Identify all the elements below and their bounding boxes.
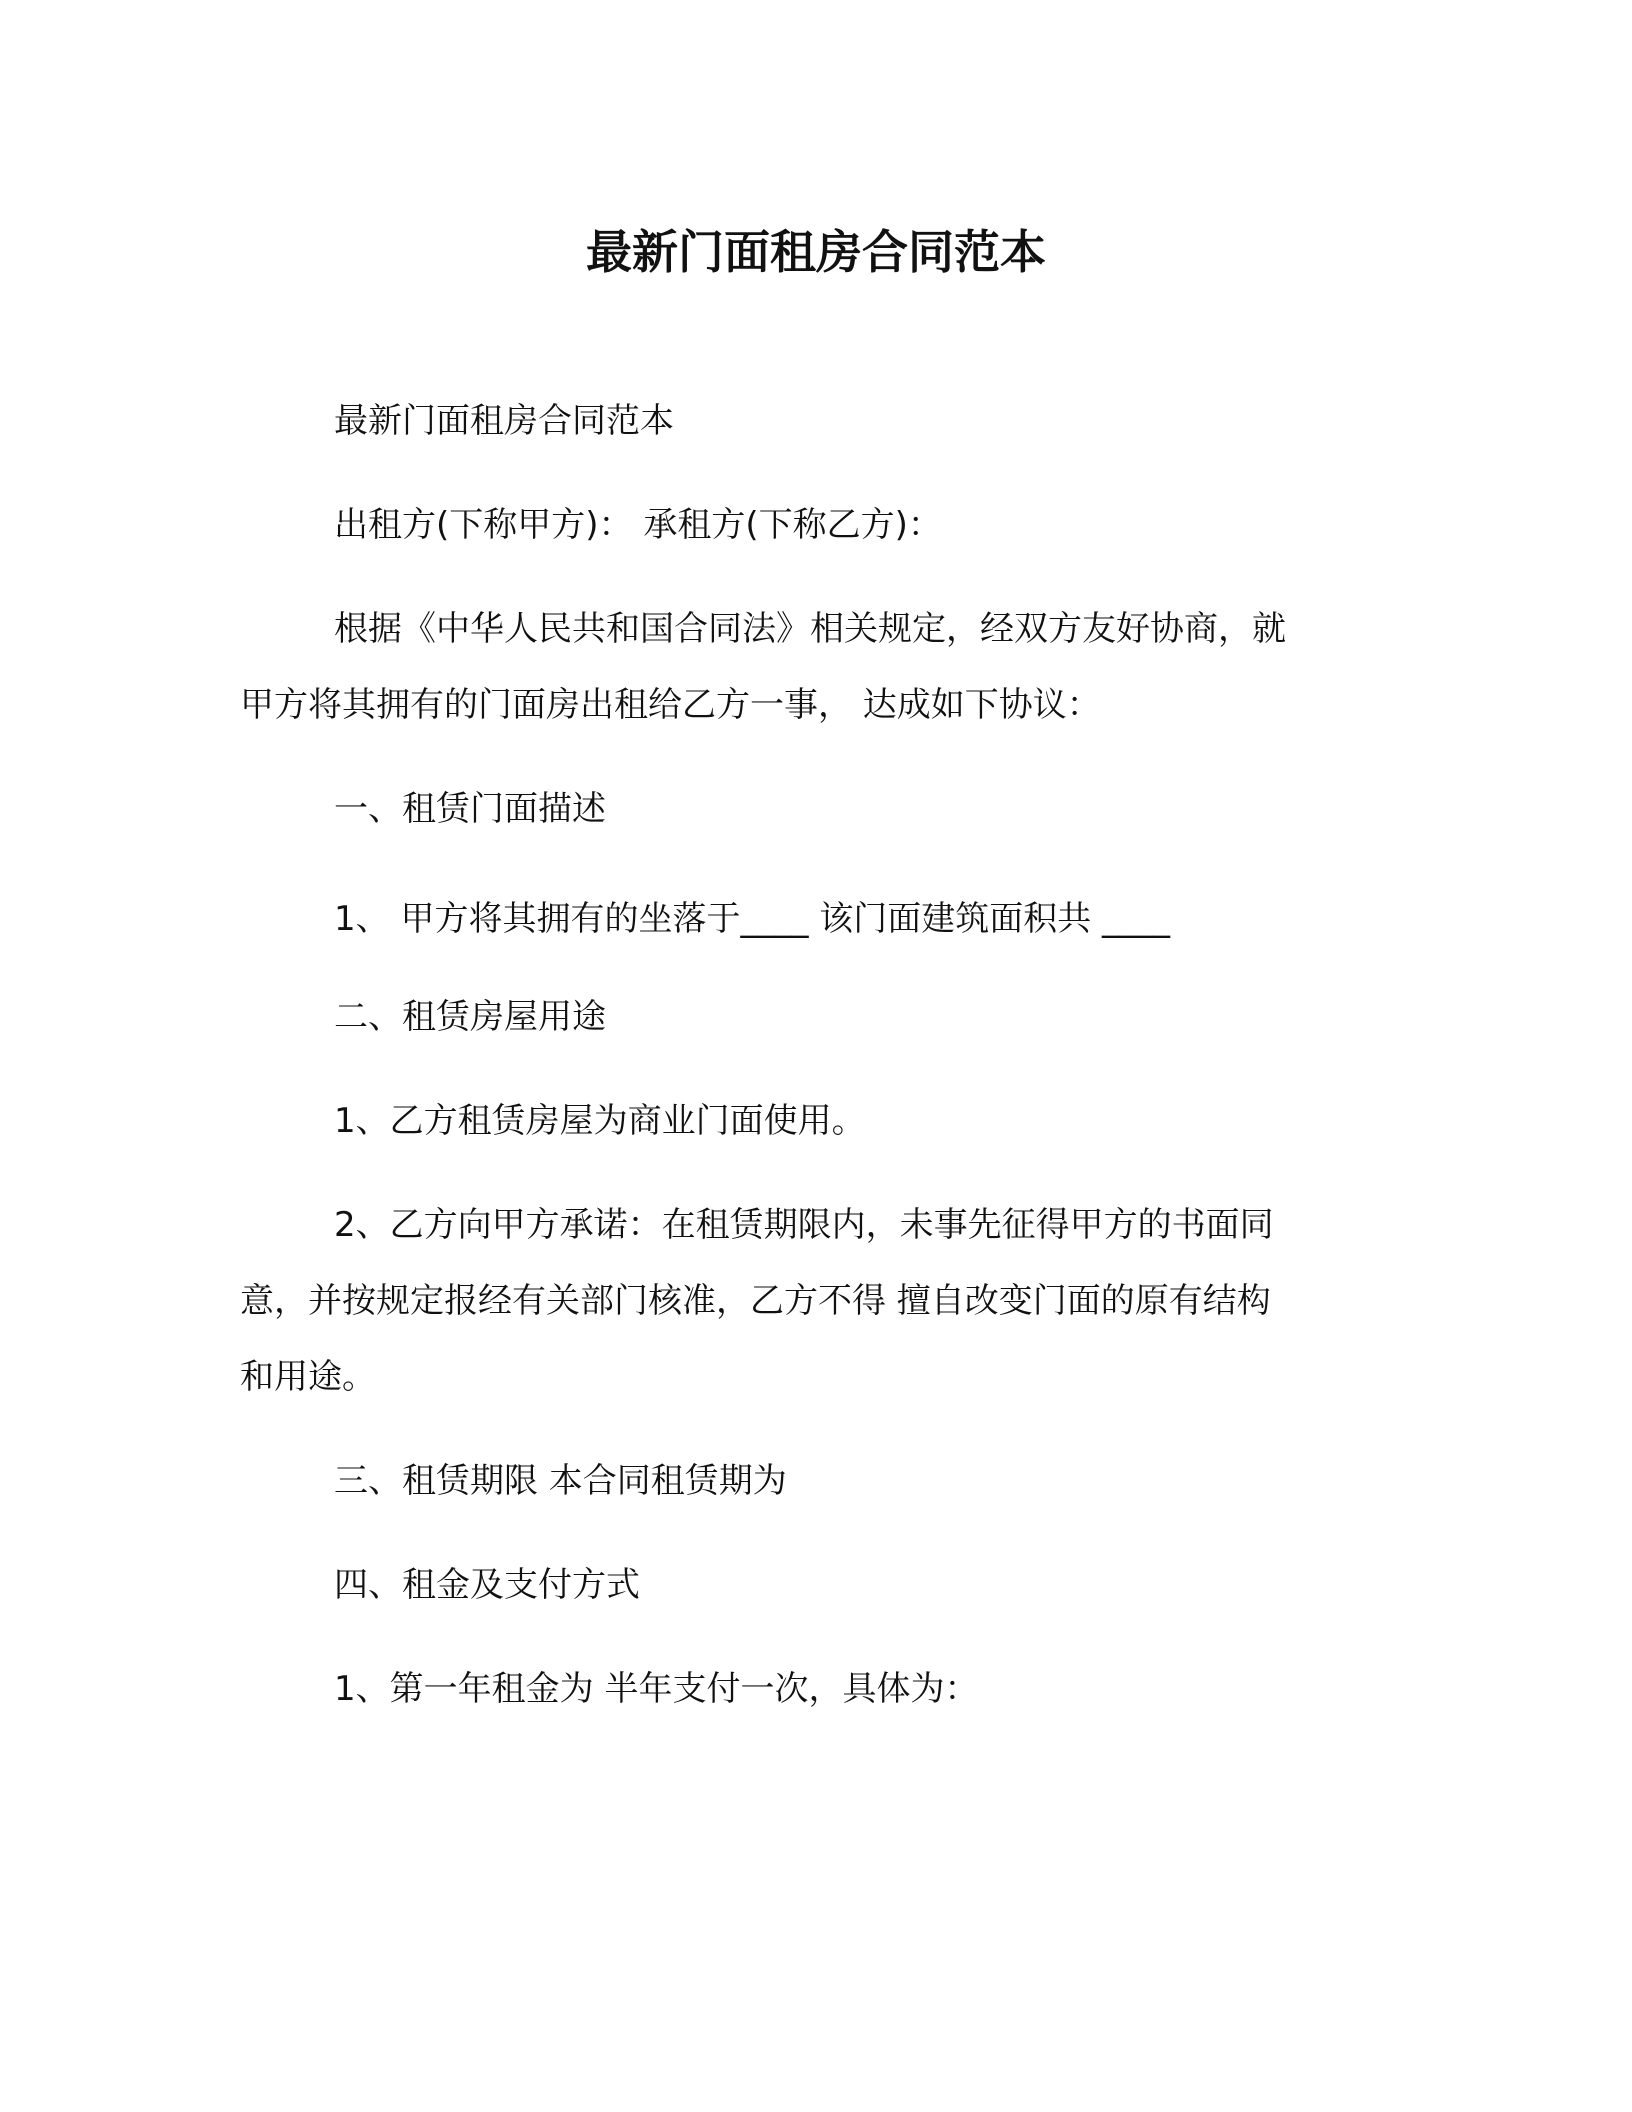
preamble-line-1: 根据《中华人民共和国合同法》相关规定，经双方友好协商，就 xyxy=(334,609,1286,649)
clause-2-2-line-2: 意，并按规定报经有关部门核准，乙方不得 擅自改变门面的原有结构 xyxy=(240,1281,1271,1321)
section-heading-2: 二、租赁房屋用途 xyxy=(334,997,606,1037)
section-heading-4: 四、租金及支付方式 xyxy=(334,1565,640,1605)
clause-4-1: 1、第一年租金为 半年支付一次，具体为： xyxy=(334,1669,979,1709)
document-title: 最新门面租房合同范本 xyxy=(586,225,1046,279)
clause-2-1: 1、乙方租赁房屋为商业门面使用。 xyxy=(334,1101,866,1141)
section-heading-3: 三、租赁期限 本合同租赁期为 xyxy=(334,1461,787,1501)
clause-1-1: 1、 甲方将其拥有的坐落于____ 该门面建筑面积共 ____ xyxy=(334,899,1171,939)
preamble-line-2: 甲方将其拥有的门面房出租给乙方一事， 达成如下协议： xyxy=(240,685,1101,725)
clause-2-2-line-1: 2、乙方向甲方承诺：在租赁期限内，未事先征得甲方的书面同 xyxy=(334,1205,1274,1245)
parties-paragraph: 出租方(下称甲方)： 承租方(下称乙方)： xyxy=(334,505,942,545)
section-heading-1: 一、租赁门面描述 xyxy=(334,789,606,829)
subtitle-paragraph: 最新门面租房合同范本 xyxy=(334,401,674,441)
clause-2-2-line-3: 和用途。 xyxy=(240,1357,376,1397)
